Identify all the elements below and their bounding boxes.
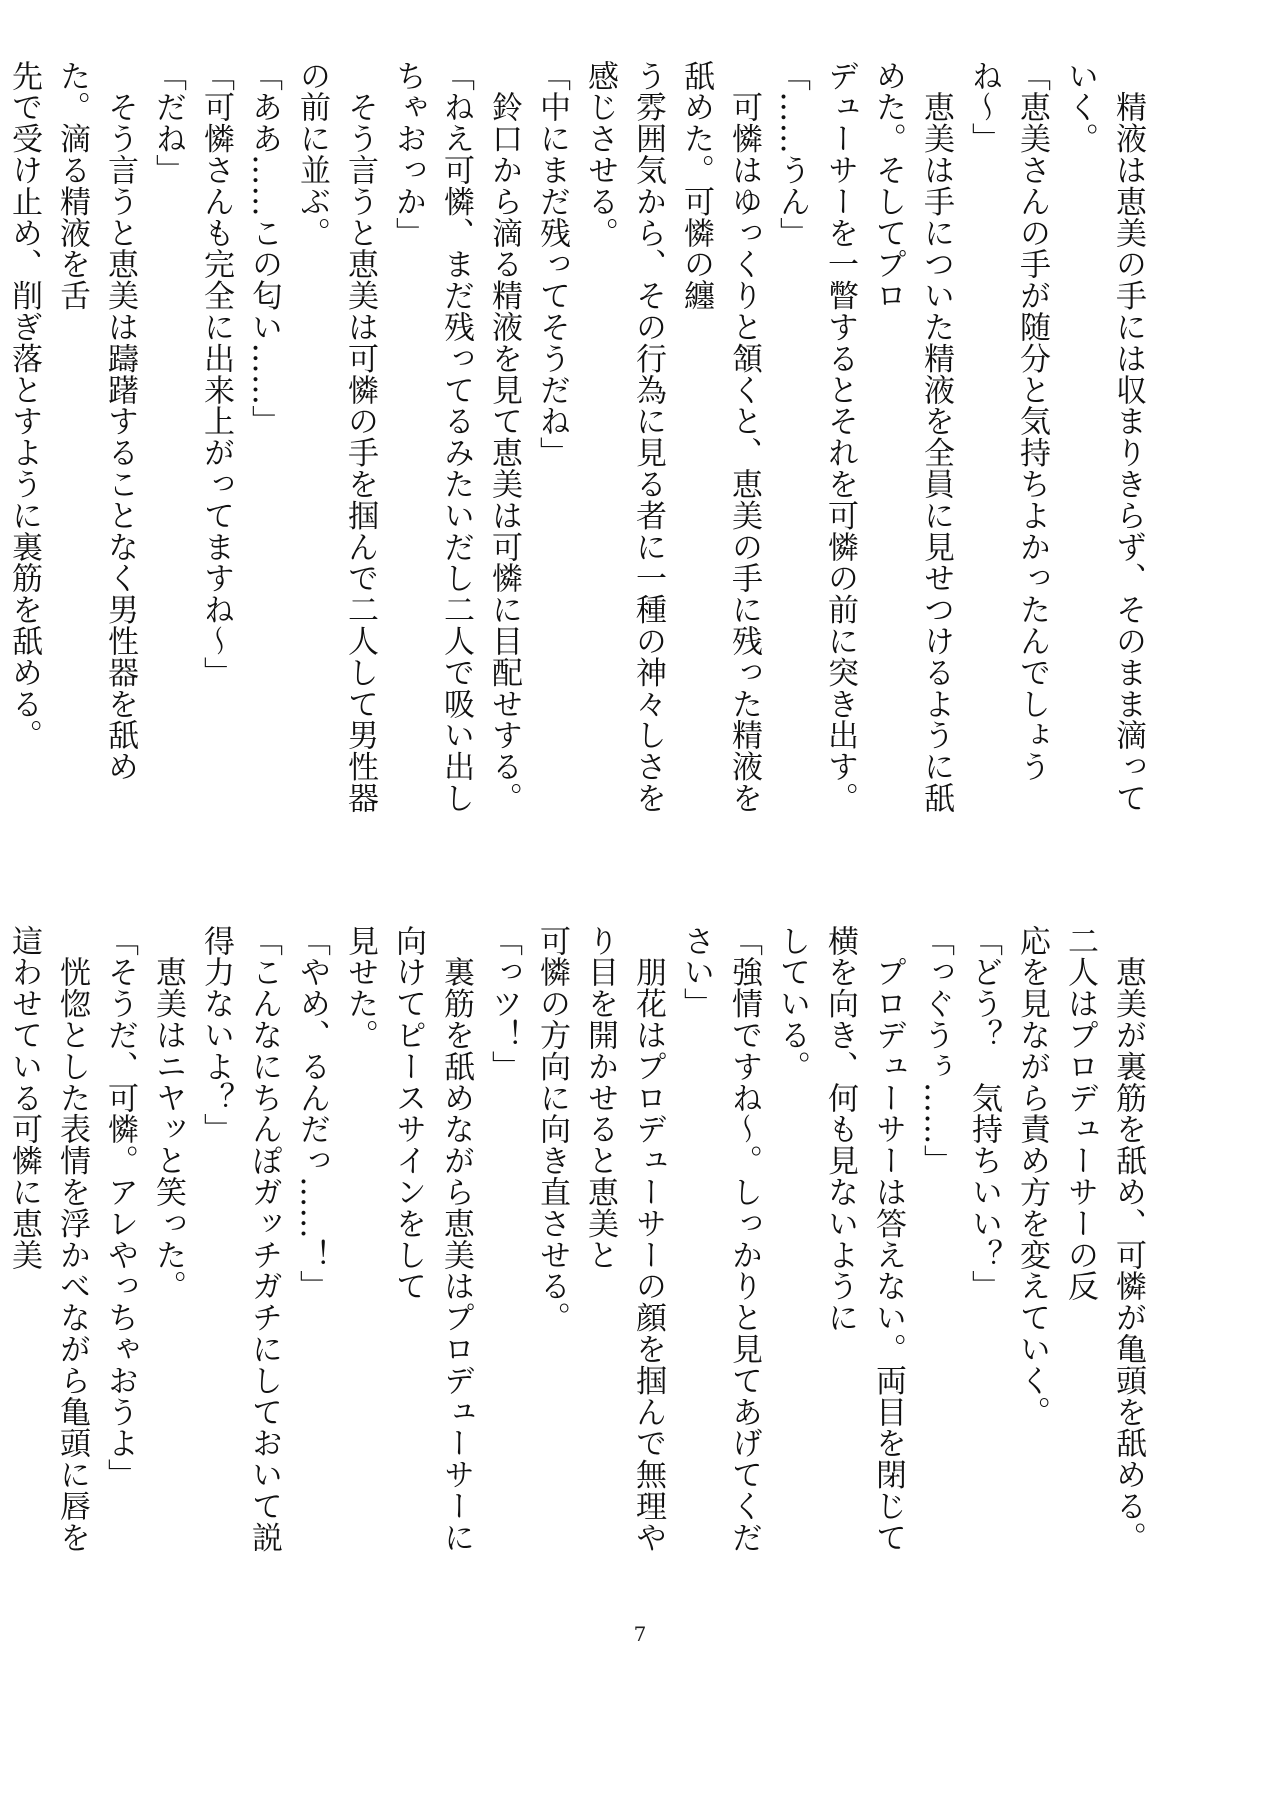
text-line: 「ねえ可憐、まだ残ってるみたいだし二人で吸い出しちゃおっか」 (390, 60, 474, 814)
text-line: 「どう？ 気持ちいい？」 (966, 925, 1002, 1302)
text-line: 「だね」 (150, 60, 186, 186)
text-line: そう言うと恵美は可憐の手を掴んで二人して男性器の前に並ぶ。 (294, 60, 378, 814)
text-line: そう言うと恵美は躊躇することなく男性器を舐めた。滴る精液を舌 (54, 60, 138, 783)
text-line: 「っぐうぅ……」 (918, 925, 954, 1177)
text-line: 「恵美さんの手が随分と気持ちよかったんでしょうね〜」 (966, 60, 1050, 783)
text-line: 「可憐さんも完全に出来上がってますね〜」 (198, 60, 234, 688)
text-line: 朋花はプロデューサーの顔を掴んで無理やり目を開かせると恵美と (582, 925, 666, 1553)
text-line: 「そうだ、可憐。アレやっちゃおうよ」 (102, 925, 138, 1491)
text-line: 可憐はゆっくりと頷くと、恵美の手に残った精液を舐めた。可憐の纏 (678, 60, 762, 814)
text-line: 「ああ……この匂い……」 (246, 60, 282, 437)
text-line: 応を見ながら責め方を変えていく。 (1014, 925, 1050, 1428)
text-block-lower (6, 925, 1152, 1565)
text-line: デューサーを一瞥するとそれを可憐の前に突き出す。 (822, 60, 858, 814)
page-number: 7 (633, 1622, 647, 1646)
text-line: 裏筋を舐めながら恵美はプロデューサーに向けてピースサインをして (390, 925, 474, 1553)
text-line: 恍惚とした表情を浮かべながら亀頭に唇を這わせている可憐に恵美 (6, 925, 90, 1553)
text-line: 「強情ですね〜。しっかりと見てあげてください」 (678, 925, 762, 1553)
text-line: 可憐の方向に向き直させる。 (534, 925, 570, 1334)
text-line: 「中にまだ残ってそうだね」 (534, 60, 570, 469)
text-line: 「……うん」 (774, 60, 810, 249)
text-line: 先で受け止め、削ぎ落とすように裏筋を舐める。 (6, 60, 42, 751)
text-line: 精液は恵美の手には収まりきらず、そのまま滴っていく。 (1062, 60, 1146, 814)
text-line: プロデューサーは答えない。両目を閉じて横を向き、何も見ないように (822, 925, 906, 1553)
text-line: 「こんなにちんぽガッチガチにしておいて説得力ないよ？」 (198, 925, 282, 1553)
text-line: う雰囲気から、その行為に見る者に一種の神々しさを感じさせる。 (582, 60, 666, 814)
text-line: 「っツ！」 (486, 925, 522, 1082)
text-line: 鈴口から滴る精液を見て恵美は可憐に目配せする。 (486, 60, 522, 814)
text-line: 恵美が裏筋を舐め、可憐が亀頭を舐める。二人はプロデューサーの反 (1062, 925, 1146, 1553)
text-line: 恵美は手についた精液を全員に見せつけるように舐めた。そしてプロ (870, 60, 954, 814)
text-line: している。 (774, 925, 810, 1082)
text-line: 「やめ、るんだっ……！」 (294, 925, 330, 1302)
text-line: 恵美はニヤッと笑った。 (150, 925, 186, 1302)
text-line: 見せた。 (342, 925, 378, 1051)
text-block-upper (6, 60, 1152, 835)
